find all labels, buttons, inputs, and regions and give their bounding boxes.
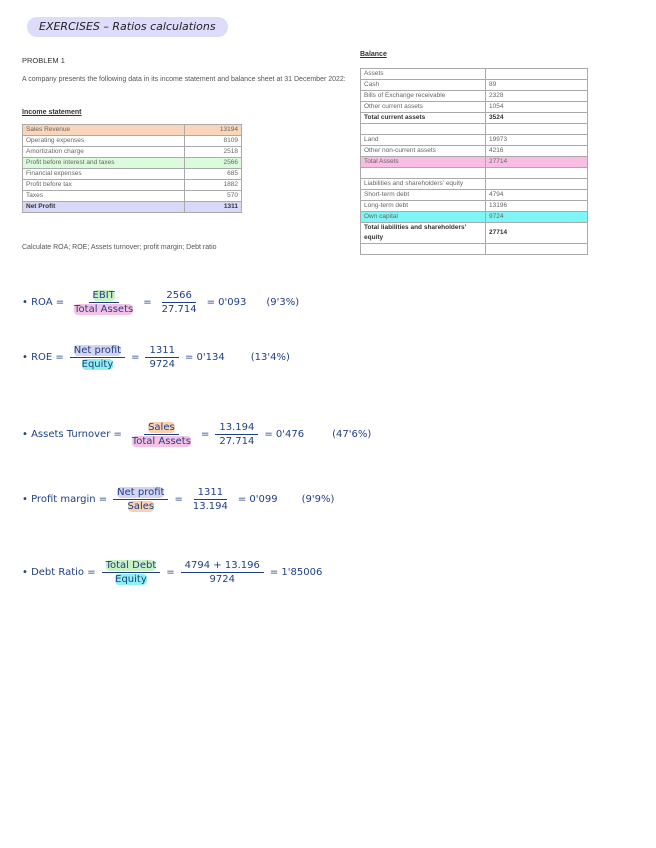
row-label: Operating expenses — [23, 136, 185, 147]
row-value: 570 — [185, 191, 242, 202]
table-row — [23, 191, 242, 202]
row-label: Amortization charge — [23, 147, 185, 158]
table-row — [23, 136, 242, 147]
table-row — [361, 201, 588, 212]
row-value: 13194 — [185, 125, 242, 136]
denominator: Equity — [115, 574, 147, 585]
result: = 1'85006 — [269, 567, 323, 578]
table-row — [361, 91, 588, 102]
row-value: 2328 — [486, 91, 588, 102]
calc-label: • Debt Ratio = — [22, 567, 96, 578]
row-label — [361, 168, 486, 179]
value-numerator: 13.194 — [215, 422, 258, 435]
table-row — [361, 113, 588, 124]
balance-heading: Balance — [360, 51, 387, 58]
result: = 0'134 — [184, 352, 225, 363]
row-label: Long-term debt — [361, 201, 486, 212]
table-row — [23, 125, 242, 136]
table-row — [361, 212, 588, 223]
table-row — [361, 168, 588, 179]
table-row — [361, 179, 588, 190]
numerator: Total Debt — [105, 560, 157, 571]
table-row — [361, 102, 588, 113]
row-value: 27714 — [486, 223, 588, 244]
row-label — [361, 244, 486, 255]
result: = 0'099 — [237, 494, 278, 505]
numerator: EBIT — [92, 290, 115, 301]
denominator: Total Assets — [131, 436, 191, 447]
page-title: EXERCISES – Ratios calculations — [27, 17, 228, 37]
row-label: Own capital — [361, 212, 486, 223]
row-label: Total Assets — [361, 157, 486, 168]
table-row — [361, 223, 588, 244]
row-value: 19973 — [486, 135, 588, 146]
row-value: 1882 — [185, 180, 242, 191]
value-denominator: 13.194 — [192, 501, 228, 512]
row-label — [361, 124, 486, 135]
balance-table — [360, 68, 588, 255]
row-label: Total liabilities and shareholders' equity — [361, 223, 486, 244]
task-text: Calculate ROA; ROE; Assets turnover; profit margin; Debt ratio — [22, 244, 217, 251]
row-value: 4216 — [486, 146, 588, 157]
value-denominator: 9724 — [209, 574, 235, 585]
result: = 0'093 — [206, 297, 247, 308]
income-heading: Income statement — [22, 109, 82, 116]
table-row — [361, 124, 588, 135]
row-label: Profit before interest and taxes — [23, 158, 185, 169]
percent: (9'3%) — [266, 297, 300, 308]
row-value: 13196 — [486, 201, 588, 212]
row-value: 8109 — [185, 136, 242, 147]
value-numerator: 1311 — [145, 345, 178, 358]
table-row — [23, 169, 242, 180]
value-denominator: 9724 — [149, 359, 175, 370]
row-value: 4794 — [486, 190, 588, 201]
row-value — [486, 69, 588, 80]
calc-label: • Profit margin = — [22, 494, 108, 505]
calc-debt-ratio: • Debt Ratio = $\frac{\text{Total Debt}}{\text{Equity}}$ = $\frac{4794 + 13.196}{9724}$ = 1'85006 — [22, 560, 323, 585]
table-row — [361, 157, 588, 168]
denominator: Total Assets — [74, 304, 134, 315]
table-row — [361, 80, 588, 91]
table-row — [361, 190, 588, 201]
row-label: Other non-current assets — [361, 146, 486, 157]
table-row — [23, 147, 242, 158]
calc-label: • ROA = — [22, 297, 65, 308]
row-value: 1311 — [185, 202, 242, 213]
value-numerator: 1311 — [194, 487, 227, 500]
row-label: Short-term debt — [361, 190, 486, 201]
row-label: Profit before tax — [23, 180, 185, 191]
row-label: Assets — [361, 69, 486, 80]
calc-profit-margin: • Profit margin = $\frac{\text{Net profit}}{\text{Sales}}$ = $\frac{1311}{13.194}$ = 0'099 (9'9%) — [22, 487, 335, 512]
denominator: Sales — [127, 501, 155, 512]
value-denominator: 27.714 — [219, 436, 255, 447]
calc-roa: • ROA = $\frac{\text{EBIT}}{\text{Total Assets}}$ = $\frac{2566}{27.714}$ = 0'093 (9'3%) — [22, 290, 300, 315]
calc-assets-turnover: • Assets Turnover = $\frac{\text{Sales}}{\text{Total Assets}}$ = $\frac{13.194}{27.714}$ = 0'476 (47'6%) — [22, 422, 372, 447]
calc-label: • Assets Turnover = — [22, 429, 122, 440]
percent: (13'4%) — [250, 352, 290, 363]
table-row — [23, 202, 242, 213]
row-value: 89 — [486, 80, 588, 91]
problem-heading: PROBLEM 1 — [22, 56, 65, 65]
table-row — [361, 244, 588, 255]
row-label: Other current assets — [361, 102, 486, 113]
numerator: Net profit — [117, 487, 165, 498]
row-value — [486, 168, 588, 179]
table-row — [361, 69, 588, 80]
row-value: 3524 — [486, 113, 588, 124]
row-value — [486, 244, 588, 255]
calc-label: • ROE = — [22, 352, 64, 363]
row-value: 2518 — [185, 147, 242, 158]
row-label: Total current assets — [361, 113, 486, 124]
result: = 0'476 — [264, 429, 305, 440]
denominator: Equity — [81, 359, 114, 370]
numerator: Sales — [148, 422, 175, 433]
row-value: 685 — [185, 169, 242, 180]
value-numerator: 4794 + 13.196 — [181, 560, 264, 573]
intro-text: A company presents the following data in its income statement and balance sheet at 31 December 2022: — [22, 76, 346, 83]
row-label: Liabilities and shareholders' equity — [361, 179, 486, 190]
row-value — [486, 179, 588, 190]
value-numerator: 2566 — [162, 290, 195, 303]
row-label: Land — [361, 135, 486, 146]
percent: (9'9%) — [301, 494, 335, 505]
table-row — [361, 146, 588, 157]
row-label: Net Profit — [23, 202, 185, 213]
row-label: Sales Revenue — [23, 125, 185, 136]
row-label: Taxes — [23, 191, 185, 202]
calc-roe: • ROE = $\frac{\text{Net profit}}{\text{Equity}}$ = $\frac{1311}{9724}$ = 0'134 (13'4%) — [22, 345, 290, 370]
row-value: 1054 — [486, 102, 588, 113]
table-row — [361, 135, 588, 146]
row-value: 9724 — [486, 212, 588, 223]
row-label: Financial expenses — [23, 169, 185, 180]
row-value: 2566 — [185, 158, 242, 169]
income-statement-table — [22, 124, 242, 213]
table-row — [23, 158, 242, 169]
table-row — [23, 180, 242, 191]
percent: (47'6%) — [332, 429, 372, 440]
row-value: 27714 — [486, 157, 588, 168]
value-denominator: 27.714 — [161, 304, 197, 315]
numerator: Net profit — [73, 345, 122, 356]
row-value — [486, 124, 588, 135]
row-label: Bills of Exchange receivable — [361, 91, 486, 102]
row-label: Cash — [361, 80, 486, 91]
